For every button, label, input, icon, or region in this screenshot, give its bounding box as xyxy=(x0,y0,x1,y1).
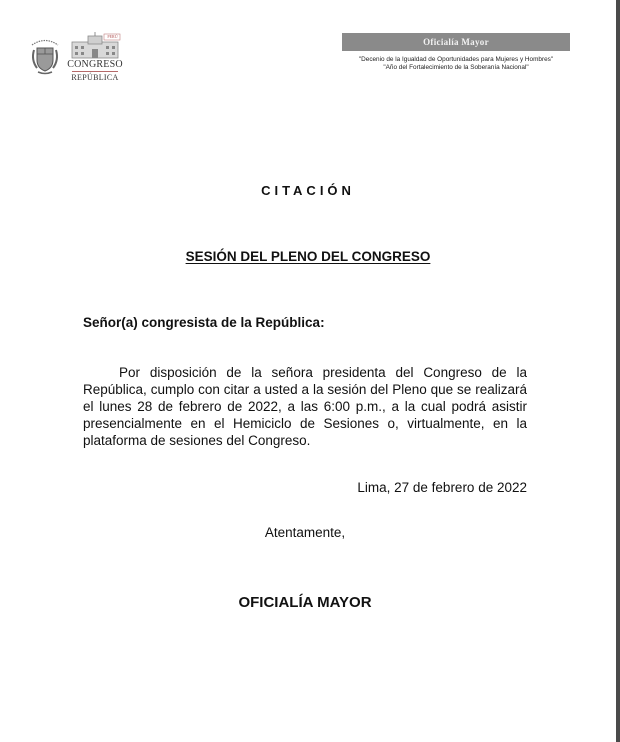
closing: Atentamente, xyxy=(264,525,346,540)
peru-coat-of-arms-icon xyxy=(28,36,62,76)
document-subtitle: SESIÓN DEL PLENO DEL CONGRESO xyxy=(185,249,431,264)
congreso-logo-line1: CONGRESO xyxy=(67,59,123,70)
signature: OFICIALÍA MAYOR xyxy=(238,594,372,611)
congreso-logo-line2: REPÚBLICA xyxy=(71,73,119,82)
body-paragraph: Por disposición de la señora presidenta del Congreso de la República, cumplo con citar a usted a la sesión del Pleno que se realizará el lunes 28 de febrero de 2022, a las 6:00 p.m., a la cual podrá asistir presencialmente en el Hemiciclo de Sesiones o, virtualmente, en la plataforma de sesiones del Congreso. xyxy=(83,365,527,448)
salutation: Señor(a) congresista de la República: xyxy=(83,315,325,330)
peru-badge: PERÚ xyxy=(107,34,118,39)
year-motto: "Año del Fortalecimiento de la Soberanía Nacional" xyxy=(383,64,529,71)
office-banner: Oficialía Mayor xyxy=(342,33,570,51)
place-date: Lima, 27 de febrero de 2022 xyxy=(357,480,527,495)
congreso-logo-divider xyxy=(72,71,118,72)
document-title: CITACIÓN xyxy=(261,183,355,198)
congreso-logo xyxy=(66,32,124,86)
page-edge-strip xyxy=(616,0,620,742)
decade-motto: "Decenio de la Igualdad de Oportunidades para Mujeres y Hombres" xyxy=(358,56,554,63)
